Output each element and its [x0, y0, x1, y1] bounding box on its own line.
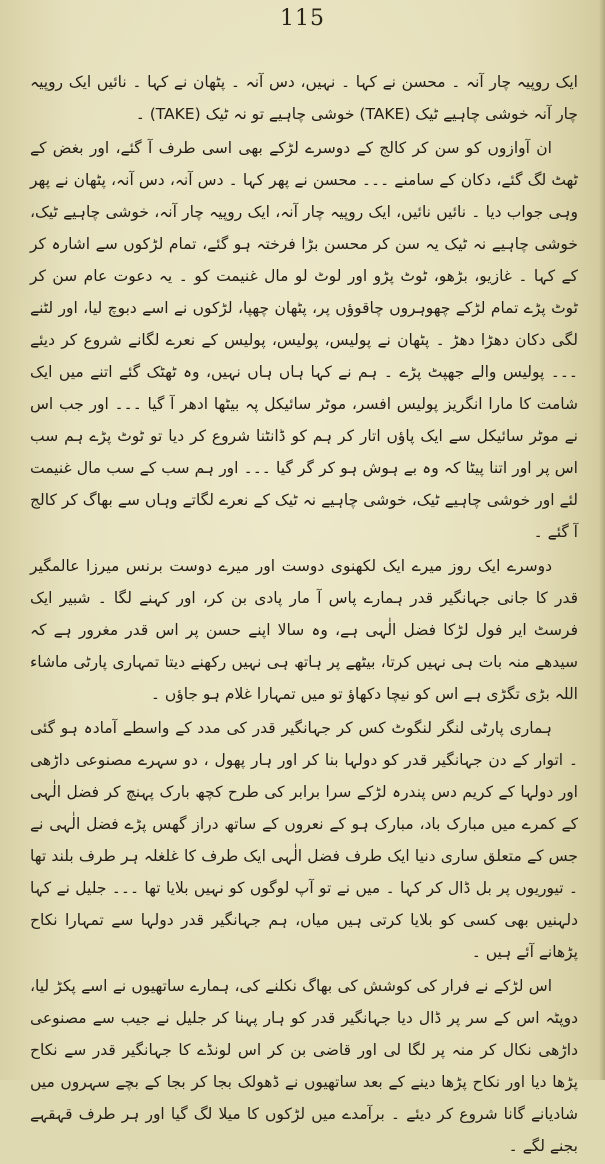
paragraph-1: ایک روپیہ چار آنہ ۔ محسن نے کہا ۔ نہیں، دس آنہ ۔ پٹھان نے کہا ۔ نائیں ایک روپیہ چار آنہ خوشی چاہیے ٹیک (TAKE) خوشی چاہیے تو نہ ٹیک (TAKE) ۔ [30, 73, 578, 123]
paragraph-2: ان آوازوں کو سن کر کالج کے دوسرے لڑکے بھی اسی طرف آ گئے، اور بغض کے ٹھٹ لگ گئے، دکان کے سامنے ۔۔۔ محسن نے پھر کہا ۔ دس آنہ، دس آنہ، پٹھان نے پھر وہی جواب دیا ۔ نائیں نائیں، ایک روپیہ چار آنہ، ایک روپیہ چار آنہ، خوشی چاہیے ٹیک، خوشی چاہیے نہ ٹیک یہ سن کر محسن بڑا فرختہ ہو گئے، تمام لڑکوں سے اشارہ کر کے کہا ۔ غازیو، بڑھو، ٹوٹ پڑو اور لوٹ لو مال غنیمت کو ۔ یہ دعوت عام سن کر ٹوٹ پڑے تمام لڑکے چھوہروں چاقوؤں پر، پٹھان چھپا، لڑکوں نے اسے دبوچ لیا، اور لٹنے لگی دکان دھڑا دھڑ ۔ پٹھان نے پولیس، پولیس، پولیس کے نعرے لگانے شروع کر دیئے ۔۔۔ پولیس والے جھپٹ پڑے ۔ ہم نے کہا ہاں ہاں نہیں، وہ ٹھٹک گئے اتنے میں ایک شامت کا مارا انگریز پولیس افسر، موٹر سائیکل پہ بیٹھا ادھر آ گیا ۔۔۔ اور جب اس نے موٹر سائیکل سے ایک پاؤں اتار کر ہم کو ڈانٹنا شروع کر دیا تو ٹوٹ پڑے ہم سب اس پر اور اتنا پیٹا کہ وہ بے ہوش ہو کر گر گیا ۔۔۔ اور ہم سب کے سب مال غنیمت لئے اور خوشی چاہیے ٹیک، خوشی چاہیے نہ ٹیک کے نعرے لگاتے وہاں سے بھاگ کر کالج آ گئے ۔ [30, 139, 578, 541]
paragraph-4: ہماری پارٹی لنگر لنگوٹ کس کر جہانگیر قدر کی مدد کے واسطے آمادہ ہو گئی ۔ اتوار کے دن جہانگیر قدر کو دولہا بنا کر اور ہار پھول ، دو سہرے مصنوعی داڑھی اور دولہا کے کریم دس پندرہ لڑکے سرا برابر کی طرح کچھ بارک پہنچ کر فضل الٰہی کے کمرے میں مبارک باد، مبارک ہو کے نعروں کے ساتھ دراز گھس پڑے فضل الٰہی نے جس کے متعلق ساری دنیا ایک طرف فضل الٰہی ایک طرف کا غلغلہ ہر طرف بلند تھا ۔ تیوریوں پر بل ڈال کر کہا ۔ میں نے تو آپ لوگوں کو نہیں بلایا تھا ۔۔۔ جلیل نے کہا دلہنیں بھی کسی کو بلایا کرتی ہیں میاں، ہم جہانگیر قدر دولہا سے تمہارا نکاح پڑھانے آئے ہیں ۔ [30, 719, 578, 961]
paragraph-5: اس لڑکے نے فرار کی کوشش کی بھاگ نکلنے کی، ہمارے ساتھیوں نے اسے پکڑ لیا، دوپٹہ اس کے سر پر ڈال دیا جہانگیر قدر کو ہار پہنا کر جلیل نے جیب سے مصنوعی داڑھی نکال کر منہ پر لگا لی اور قاضی بن کر اس لونڈے کا جہانگیر قدر سے نکاح پڑھا دیا اور نکاح پڑھا دینے کے بعد ساتھیوں نے ڈھولک بجا کر بجا کے بچے سہروں میں شادیانے گانا شروع کر دیئے ۔ برآمدے میں لڑکوں کا میلا لگ گیا اور ہر طرف قہقہے بجنے لگے ۔ [30, 977, 578, 1155]
page-number: 115 [280, 6, 325, 31]
paragraph-3: دوسرے ایک روز میرے ایک لکھنوی دوست اور میرے دوست برنس میرزا عالمگیر قدر کا جانی جہانگیر قدر ہمارے پاس آ مار پادی بن کر، اور کہنے لگا ۔ شبیر ایک فرسٹ ایر فول لڑکا فضل الٰہی ہے، وہ سالا اپنے حسن پر اس قدر مغرور ہے کہ سیدھے منہ بات ہی نہیں کرتا، بیٹھے پر ہاتھ ہی نہیں رکھنے دیتا تمہاری پارٹی ماشاء اللہ بڑی تگڑی ہے اس کو نیچا دکھاؤ تو میں تمہارا غلام ہو جاؤں ۔ [30, 557, 578, 703]
page-edge-shadow [599, 0, 605, 1080]
body-text [30, 66, 578, 1164]
